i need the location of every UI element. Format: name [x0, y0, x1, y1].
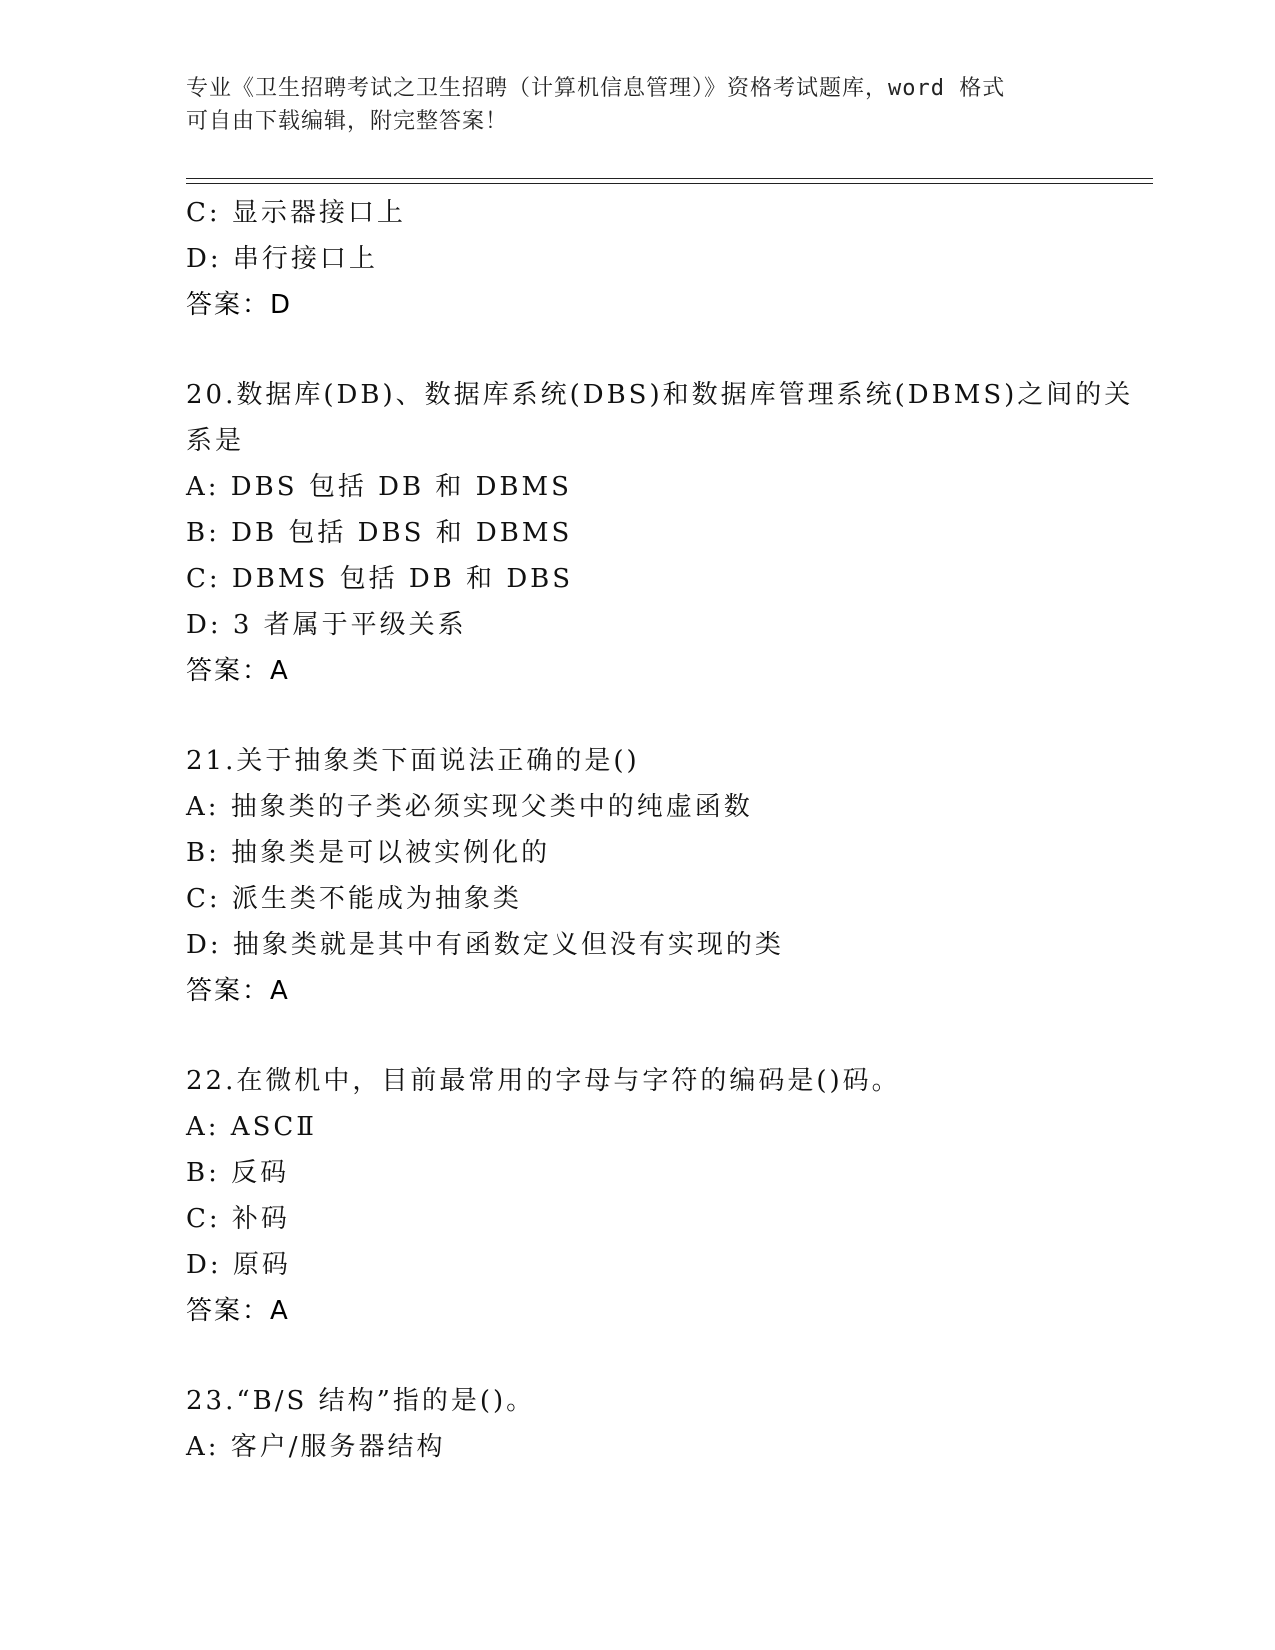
- option-d: D: 原码: [186, 1250, 291, 1280]
- question-content: [186, 190, 1146, 1470]
- question-stem: 23.“B/S 结构”指的是()。: [186, 1386, 536, 1416]
- answer-line: 答案：A: [186, 1296, 290, 1326]
- question-23: [186, 1378, 1146, 1470]
- option-a: A: 客户/服务器结构: [186, 1432, 446, 1462]
- question-stem: 22.在微机中，目前最常用的字母与字符的编码是()码。: [186, 1066, 901, 1096]
- question-22: [186, 1058, 1146, 1334]
- header-divider-bottom: [186, 183, 1153, 184]
- answer-line: 答案：A: [186, 656, 290, 686]
- question-21: [186, 738, 1146, 1014]
- question-stem-continued: 系是: [186, 426, 245, 456]
- document-header: [186, 72, 1066, 138]
- option-d: D: 串行接口上: [186, 244, 378, 274]
- question-stem: 20.数据库(DB)、数据库系统(DBS)和数据库管理系统(DBMS)之间的关: [186, 380, 1134, 410]
- option-b: B: 抽象类是可以被实例化的: [186, 838, 551, 868]
- header-divider-top: [186, 178, 1153, 179]
- option-c: C: DBMS 包括 DB 和 DBS: [186, 564, 574, 594]
- option-c: C: 补码: [186, 1204, 290, 1234]
- option-b: B: 反码: [186, 1158, 290, 1188]
- option-a: A: ASCⅡ: [186, 1112, 317, 1142]
- question-stem: 21.关于抽象类下面说法正确的是(): [186, 746, 640, 776]
- answer-line: 答案：D: [186, 290, 293, 320]
- question-20: [186, 372, 1146, 694]
- option-c: C: 派生类不能成为抽象类: [186, 884, 522, 914]
- option-a: A: 抽象类的子类必须实现父类中的纯虚函数: [186, 792, 753, 822]
- option-b: B: DB 包括 DBS 和 DBMS: [186, 518, 573, 548]
- answer-line: 答案：A: [186, 976, 290, 1006]
- option-d: D: 3 者属于平级关系: [186, 610, 467, 640]
- header-line-2: 可自由下载编辑，附完整答案！: [186, 109, 509, 134]
- previous-question-tail: [186, 190, 1146, 328]
- option-a: A: DBS 包括 DB 和 DBMS: [186, 472, 572, 502]
- option-d: D: 抽象类就是其中有函数定义但没有实现的类: [186, 930, 784, 960]
- option-c: C: 显示器接口上: [186, 198, 406, 228]
- header-line-1: 专业《卫生招聘考试之卫生招聘（计算机信息管理）》资格考试题库，word 格式: [186, 76, 1006, 101]
